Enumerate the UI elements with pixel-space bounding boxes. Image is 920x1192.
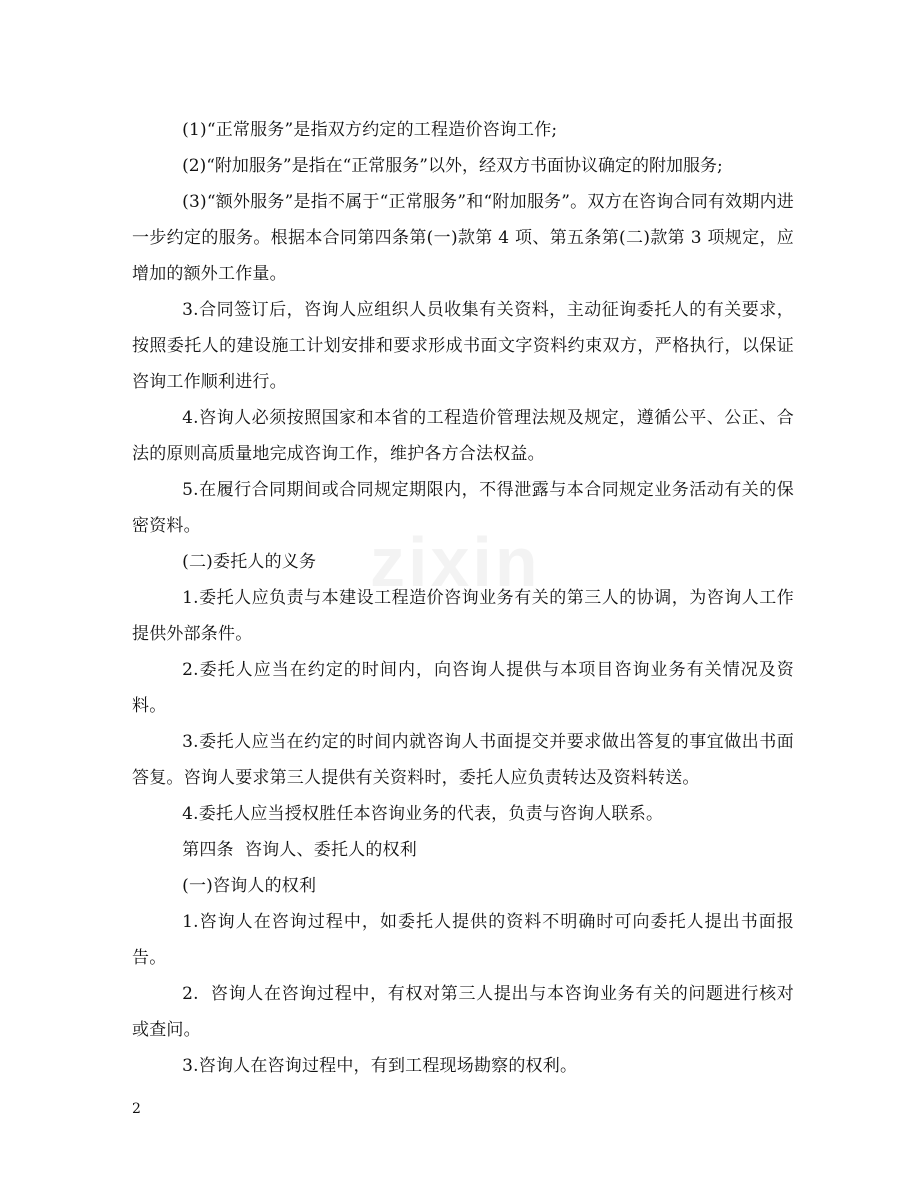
article-heading-rights: 第四条 咨询人、委托人的权利 [182,840,417,860]
section-heading-consultant-rights: (一)咨询人的权利 [182,876,317,896]
paragraph-client-duty-1: 1.委托人应负责与本建设工程造价咨询业务有关的第三人的协调，为咨询人工作提供外部条件。 [132,588,794,644]
paragraph-consultant-right-2: 2. 咨询人在咨询过程中，有权对第三人提出与本咨询业务有关的问题进行核对或查问。 [132,984,794,1040]
paragraph-normal-service: (1)“正常服务”是指双方约定的工程造价咨询工作; [182,120,558,140]
paragraph-client-duty-4: 4.委托人应当授权胜任本咨询业务的代表，负责与咨询人联系。 [182,804,664,824]
paragraph-consultant-duty-3: 3.合同签订后，咨询人应组织人员收集有关资料，主动征询委托人的有关要求，按照委托人的建设施工计划安排和要求形成书面文字资料约束双方，严格执行，以保证咨询工作顺利进行。 [132,300,794,392]
page-number: 2 [132,1101,141,1117]
paragraph-consultant-duty-5: 5.在履行合同期间或合同规定期限内，不得泄露与本合同规定业务活动有关的保密资料。 [132,480,794,536]
paragraph-client-duty-3: 3.委托人应当在约定的时间内就咨询人书面提交并要求做出答复的事宜做出书面答复。咨询人要求第三人提供有关资料时，委托人应负责转达及资料转送。 [132,732,794,788]
paragraph-consultant-duty-4: 4.咨询人必须按照国家和本省的工程造价管理法规及规定，遵循公平、公正、合法的原则高质量地完成咨询工作，维护各方合法权益。 [132,408,794,464]
paragraph-consultant-right-1: 1.咨询人在咨询过程中，如委托人提供的资料不明确时可向委托人提出书面报告。 [132,912,794,968]
paragraph-extra-service: (3)“额外服务”是指不属于“正常服务”和“附加服务”。双方在咨询合同有效期内进一步约定的服务。根据本合同第四条第(一)款第 4 项、第五条第(二)款第 3 项规定，应增加的额外工作量。 [132,192,794,284]
watermark: zixin [370,523,541,601]
page-content [132,112,794,1084]
paragraph-consultant-right-3: 3.咨询人在咨询过程中，有到工程现场勘察的权利。 [182,1056,578,1076]
section-heading-client-obligations: (二)委托人的义务 [182,552,317,572]
paragraph-client-duty-2: 2.委托人应当在约定的时间内，向咨询人提供与本项目咨询业务有关情况及资料。 [132,660,794,716]
paragraph-additional-service: (2)“附加服务”是指在“正常服务”以外，经双方书面协议确定的附加服务; [182,156,723,176]
